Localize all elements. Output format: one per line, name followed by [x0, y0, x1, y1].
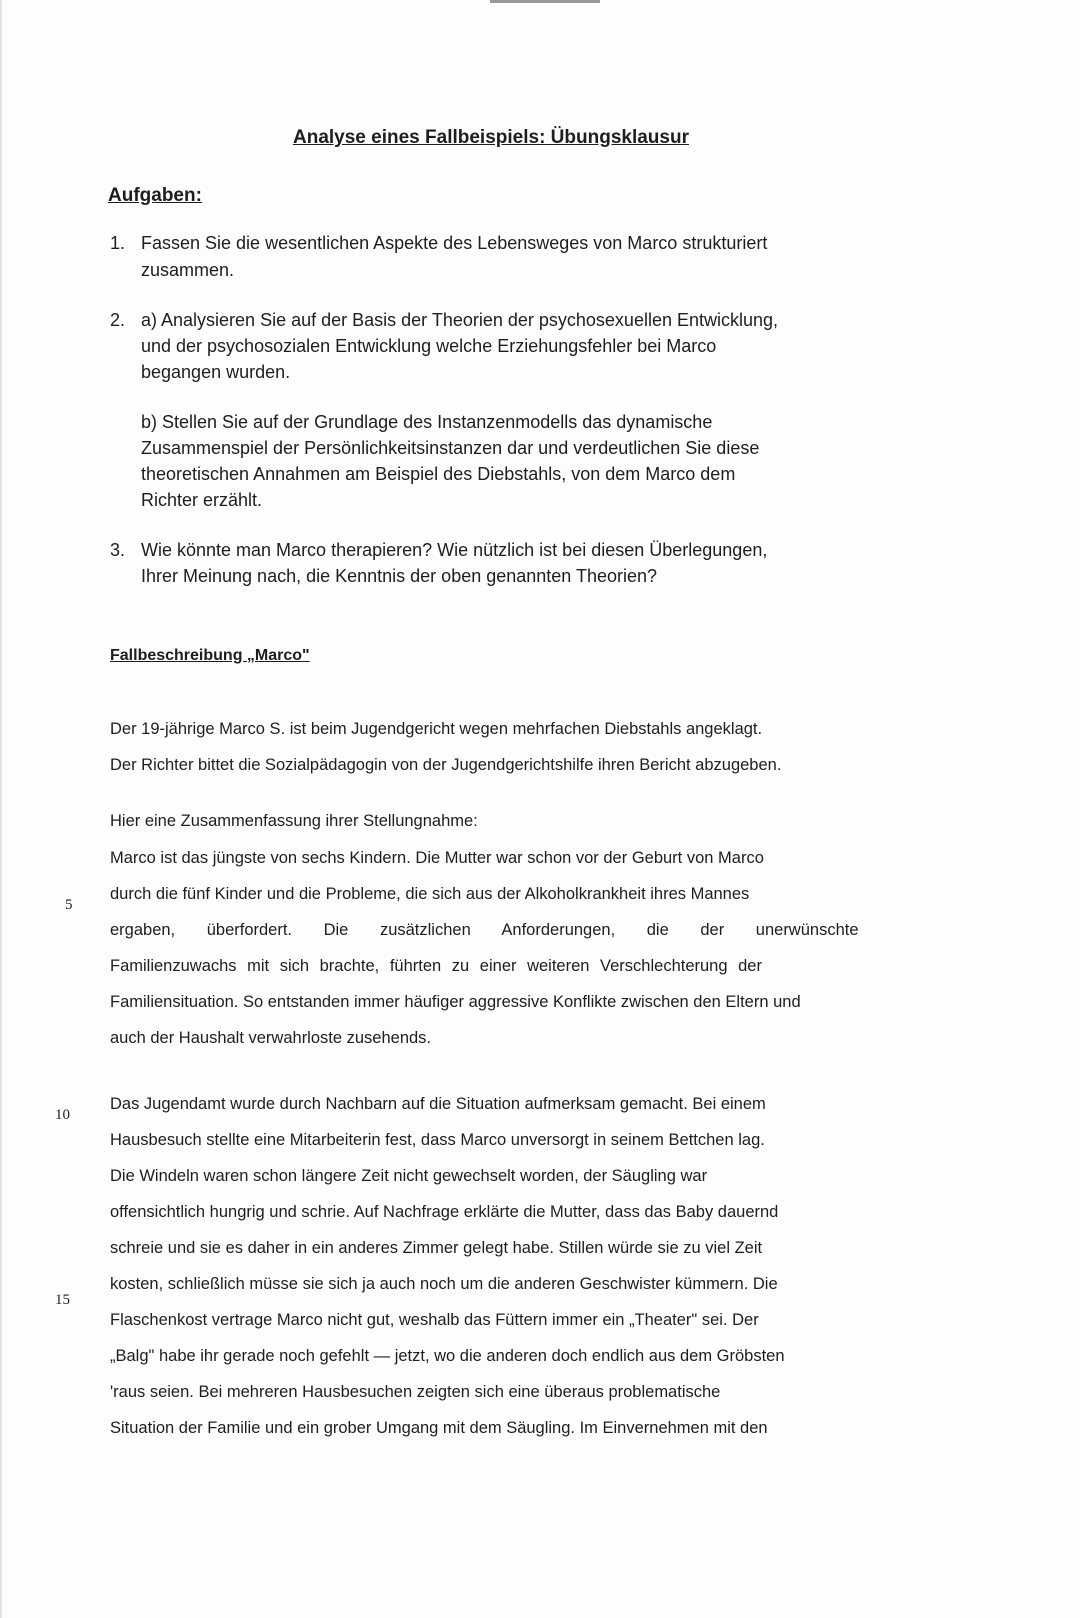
page-top-edge: [490, 0, 600, 3]
paragraph-1-line: Familienzuwachs mit sich brachte, führten zu einer weiteren Verschlechterung der: [110, 957, 762, 975]
task-2-number: 2.: [110, 310, 126, 330]
task-2b-line: theoretischen Annahmen am Beispiel des Diebstahls, von dem Marco dem: [141, 464, 736, 484]
tasks-heading: Aufgaben:: [108, 185, 202, 206]
page-left-edge: [0, 0, 2, 1618]
line-number: 15: [55, 1292, 70, 1308]
task-2b-line: b) Stellen Sie auf der Grundlage des Instanzenmodells das dynamische: [141, 412, 713, 432]
paragraph-1-line: auch der Haushalt verwahrloste zusehends.: [110, 1029, 432, 1047]
task-1-line: Fassen Sie die wesentlichen Aspekte des Lebensweges von Marco strukturiert: [141, 233, 768, 253]
paragraph-2-line: Das Jugendamt wurde durch Nachbarn auf die Situation aufmerksam gemacht. Bei einem: [110, 1095, 766, 1113]
task-3-line: Ihrer Meinung nach, die Kenntnis der oben genannten Theorien?: [141, 566, 658, 586]
paragraph-1-line: Marco ist das jüngste von sechs Kindern. Die Mutter war schon vor der Geburt von Marco: [110, 849, 764, 867]
paragraph-1-line: Familiensituation. So entstanden immer häufiger aggressive Konflikte zwischen den Eltern und: [110, 993, 801, 1011]
paragraph-2-line: Flaschenkost vertrage Marco nicht gut, weshalb das Füttern immer ein „Theater" sei. Der: [110, 1311, 759, 1329]
line-number: 5: [65, 897, 73, 913]
task-2a-line: begangen wurden.: [141, 362, 291, 382]
intro-line: Der 19-jährige Marco S. ist beim Jugendgericht wegen mehrfachen Diebstahls angeklagt.: [110, 720, 763, 738]
task-2a-line: a) Analysieren Sie auf der Basis der Theorien der psychosexuellen Entwicklung,: [141, 310, 779, 330]
task-1-line: zusammen.: [141, 260, 235, 280]
paragraph-2-line: kosten, schließlich müsse sie sich ja auch noch um die anderen Geschwister kümmern. Die: [110, 1275, 778, 1293]
task-2a-line: und der psychosozialen Entwicklung welche Erziehungsfehler bei Marco: [141, 336, 717, 356]
paragraph-1-line: durch die fünf Kinder und die Probleme, die sich aus der Alkoholkrankheit ihres Mannes: [110, 885, 750, 903]
task-2b-line: Zusammenspiel der Persönlichkeitsinstanzen dar und verdeutlichen Sie diese: [141, 438, 760, 458]
paragraph-2-line: offensichtlich hungrig und schrie. Auf Nachfrage erklärte die Mutter, dass das Baby dauernd: [110, 1203, 779, 1221]
paragraph-2-line: Die Windeln waren schon längere Zeit nicht gewechselt worden, der Säugling war: [110, 1167, 708, 1185]
intro-line: Der Richter bittet die Sozialpädagogin von der Jugendgerichtshilfe ihren Bericht abzugeben.: [110, 756, 782, 774]
task-3-number: 3.: [110, 540, 126, 560]
intro-line: Hier eine Zusammenfassung ihrer Stellungnahme:: [110, 812, 478, 830]
paragraph-1-line: ergaben, überfordert. Die zusätzlichen Anforderungen, die der unerwünschte: [110, 921, 859, 939]
document-title: Analyse eines Fallbeispiels: Übungsklausur: [293, 127, 689, 148]
paragraph-2-line: „Balg" habe ihr gerade noch gefehlt — jetzt, wo die anderen doch endlich aus dem Gröbsten: [110, 1347, 785, 1365]
paragraph-2-line: 'raus seien. Bei mehreren Hausbesuchen zeigten sich eine überaus problematische: [110, 1383, 721, 1401]
line-number: 10: [55, 1107, 70, 1123]
paragraph-2-line: Hausbesuch stellte eine Mitarbeiterin fest, dass Marco unversorgt in seinem Bettchen lag.: [110, 1131, 765, 1149]
task-2b-line: Richter erzählt.: [141, 490, 263, 510]
case-heading: Fallbeschreibung „Marco": [110, 647, 310, 664]
paragraph-2-line: Situation der Familie und ein grober Umgang mit dem Säugling. Im Einvernehmen mit den: [110, 1419, 768, 1437]
paragraph-2-line: schreie und sie es daher in ein anderes Zimmer gelegt habe. Stillen würde sie zu viel Zeit: [110, 1239, 763, 1257]
task-3-line: Wie könnte man Marco therapieren? Wie nützlich ist bei diesen Überlegungen,: [141, 540, 768, 560]
task-1-number: 1.: [110, 233, 126, 253]
